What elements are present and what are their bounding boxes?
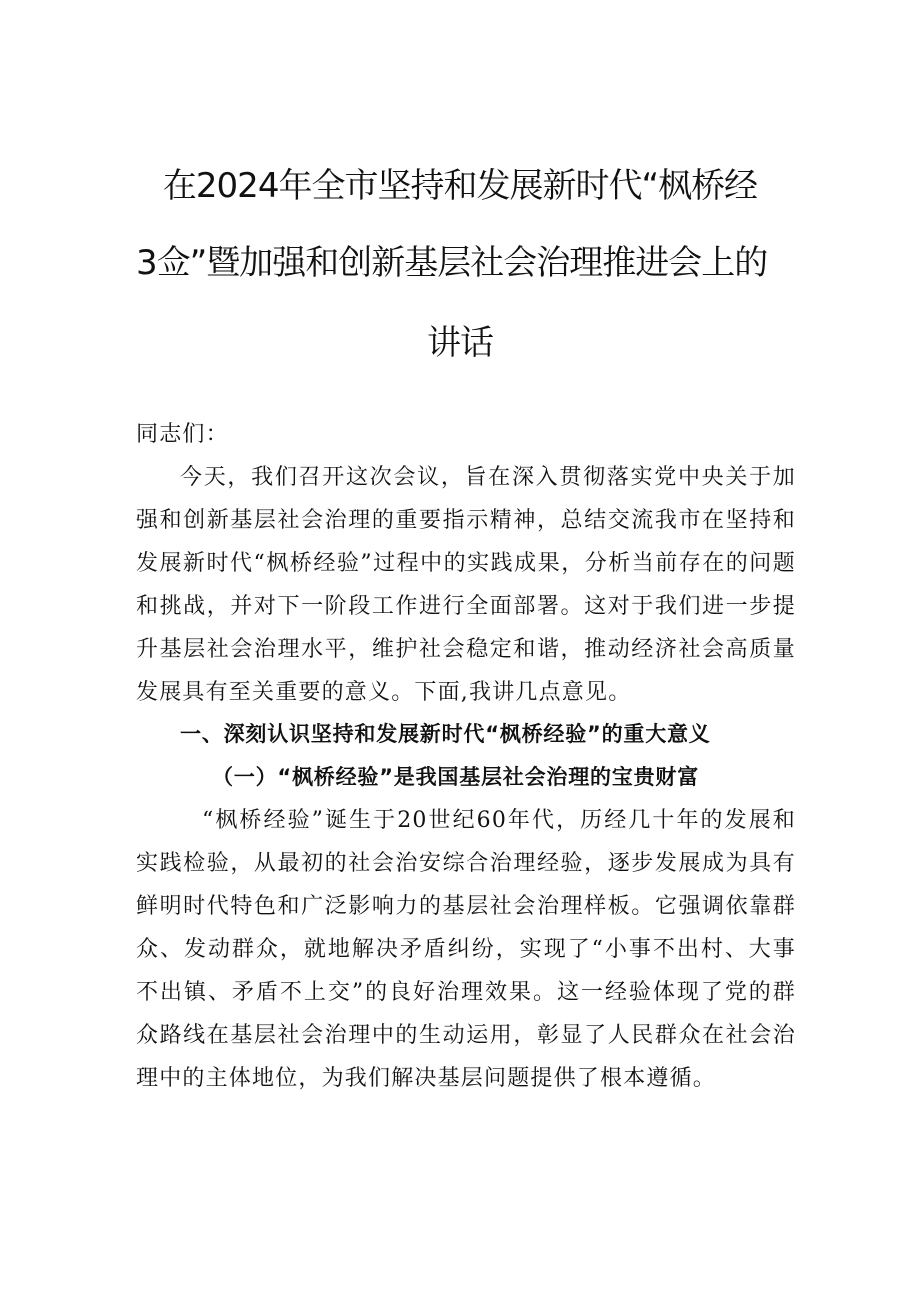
subsection-heading-1-1: （一）“枫桥经验”是我国基层社会治理的宝贵财富 <box>212 765 700 789</box>
section-heading-1: 一、深刻认识坚持和发展新时代“枫桥经验”的重大意义 <box>180 722 711 746</box>
paragraph-fengqiao: “枫桥经验”诞生于20世纪60年代，历经几十年的发展和实践检验，从最初的社会治安综合治理经验，逐步发展成为具有鲜明时代特色和广泛影响力的基层社会治理样板。它强调依靠群众、发动群众，就地解决矛盾纠纷，实现了“小事不出村、大事不出镇、矛盾不上交”的良好治理效果。这一经验体现了党的群众路线在基层社会治理中的生动运用，彰显了人民群众在社会治理中的主体地位，为我们解决基层问题提供了根本遵循。 <box>136 808 796 1091</box>
title-line-3: 讲话 <box>427 323 493 363</box>
title-line-1: 在2024年全市坚持和发展新时代“枫桥经 <box>162 166 758 206</box>
greeting: 同志们： <box>136 422 229 447</box>
title-line-2: 3佥”暨加强和创新基层社会治理推进会上的 <box>136 243 768 283</box>
paragraph-intro: 今天，我们召开这次会议，旨在深入贯彻落实党中央关于加强和创新基层社会治理的重要指示精神，总结交流我市在坚持和发展新时代“枫桥经验”过程中的实践成果，分析当前存在的问题和挑战，并对下一阶段工作进行全面部署。这对于我们进一步提升基层社会治理水平，维护社会稳定和谐，推动经济社会高质量发展具有至关重要的意义。下面,我讲几点意见。 <box>136 465 796 705</box>
